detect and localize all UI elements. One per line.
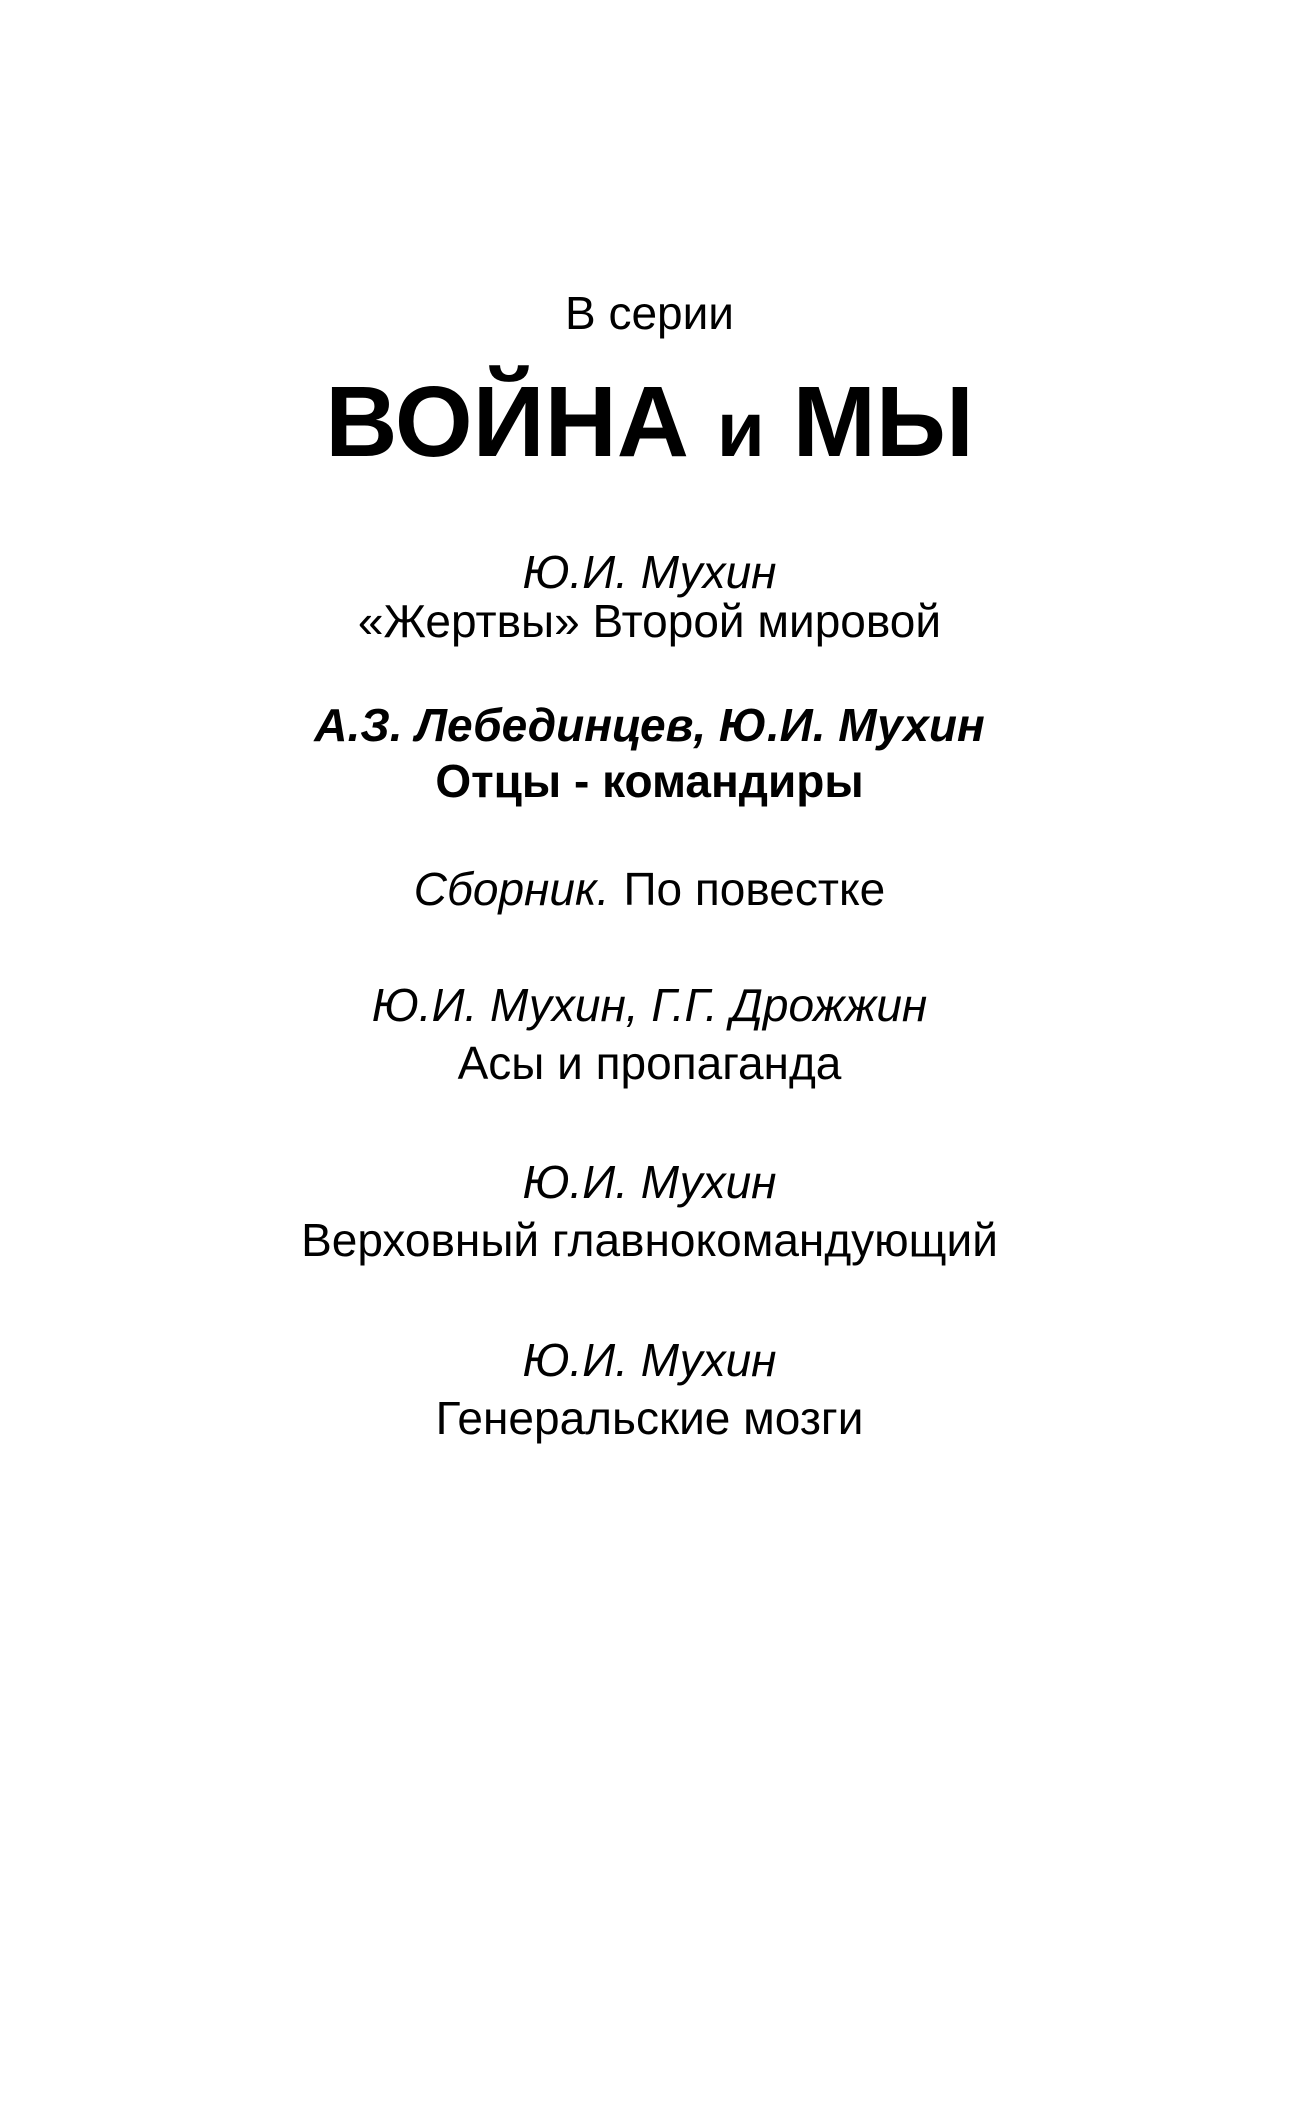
book-6-title: Генеральские мозги bbox=[435, 1392, 864, 1444]
book-2-title: Отцы - командиры bbox=[435, 755, 864, 807]
book-4-title: Асы и пропаганда bbox=[457, 1037, 842, 1089]
series-intro: В серии bbox=[564, 287, 735, 339]
book-1-title: «Жертвы» Второй мировой bbox=[357, 595, 942, 647]
series-title-part2: МЫ bbox=[792, 366, 974, 478]
book-5-title: Верховный главнокомандующий bbox=[301, 1214, 998, 1266]
series-title-part1: ВОЙНА bbox=[325, 366, 690, 478]
book-3-author: Сборник. bbox=[413, 863, 610, 915]
book-5-author: Ю.И. Мухин bbox=[522, 1156, 777, 1208]
book-4-author: Ю.И. Мухин, Г.Г. Дрожжин bbox=[371, 979, 928, 1031]
series-title-conjunction: и bbox=[716, 385, 765, 473]
book-3-title: По повестке bbox=[623, 863, 886, 915]
book-1-author: Ю.И. Мухин bbox=[522, 546, 777, 598]
series-title bbox=[0, 366, 1299, 478]
book-3-entry bbox=[0, 863, 1299, 915]
book-6-author: Ю.И. Мухин bbox=[522, 1334, 777, 1386]
book-2-author: А.З. Лебединцев, Ю.И. Мухин bbox=[314, 699, 985, 751]
